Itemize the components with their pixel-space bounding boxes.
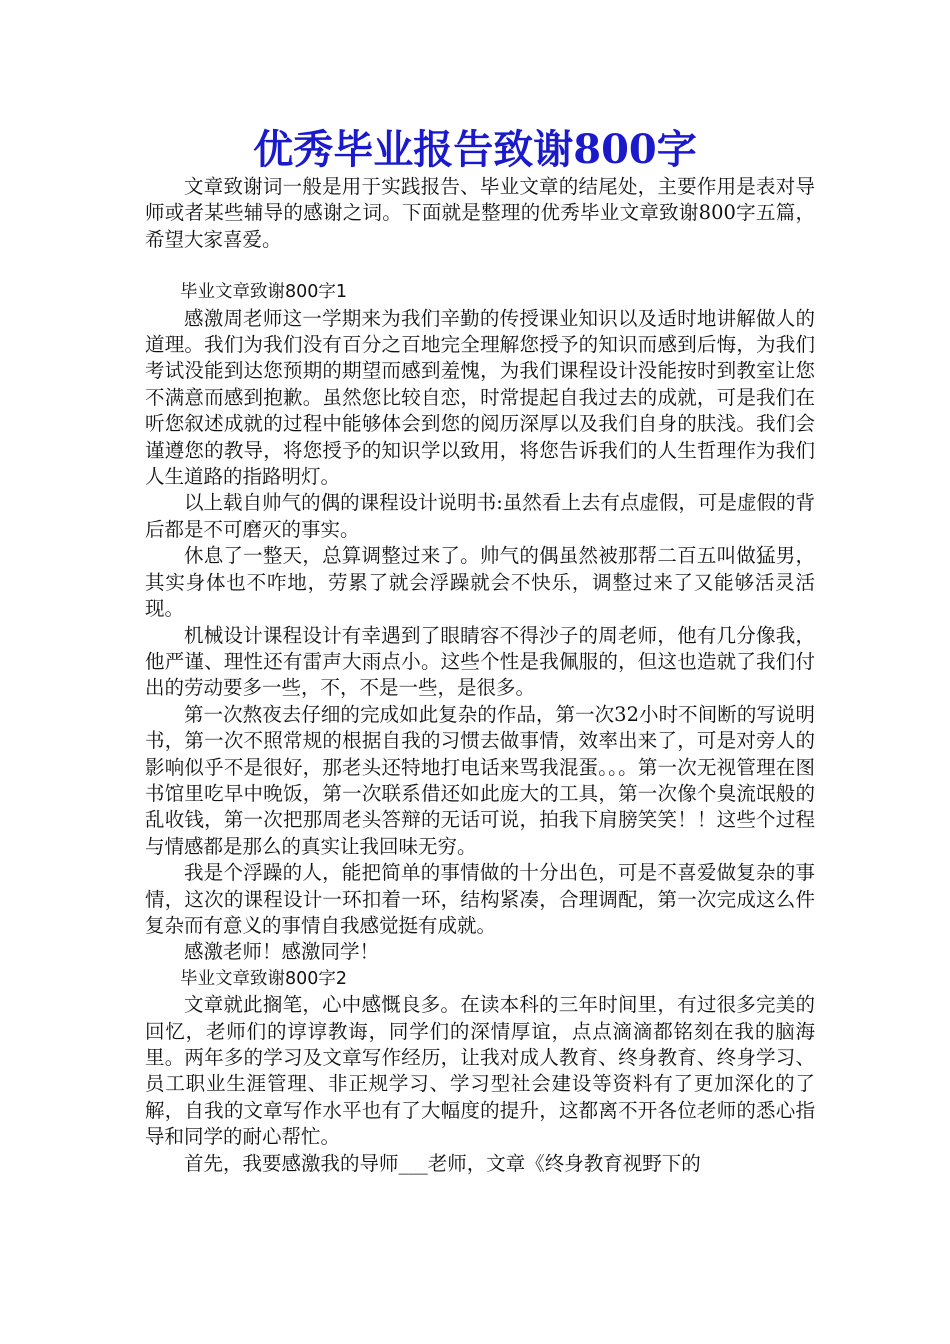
section1-paragraph: 机械设计课程设计有幸遇到了眼睛容不得沙子的周老师，他有几分像我，他严谨、理性还有雷声大雨点小。这些个性是我佩服的，但这也造就了我们付出的劳动要多一些，不，不是一些，是很多。: [145, 623, 815, 700]
section1-paragraph: 我是个浮躁的人，能把简单的事情做的十分出色，可是不喜爱做复杂的事情，这次的课程设计一环扣着一环，结构紧凑，合理调配，第一次完成这么件复杂而有意义的事情自我感觉挺有成就。: [145, 861, 815, 937]
paragraph-spacer: [145, 253, 815, 279]
section1-paragraph: 感激周老师这一学期来为我们辛勤的传授课业知识以及适时地讲解做人的道理。我们为我们没有百分之百地完全理解您授予的知识而感到后悔，为我们考试没能到达您预期的期望而感到羞愧，为我们课程设计没能按时到教室让您不满意而感到抱歉。虽然您比较自恋，时常提起自我过去的成就，可是我们在听您叙述成就的过程中能够体会到您的阅历深厚以及我们自身的肤浅。我们会谨遵您的教导，将您授予的知识学以致用，将您告诉我们的人生哲理作为我们人生道路的指路明灯。: [145, 306, 815, 489]
section1-closing: 感激老师！感激同学！: [184, 940, 380, 964]
section-heading-2: 毕业文章致谢800字2: [180, 968, 348, 989]
section2-paragraph: 首先，我要感激我的导师___老师，文章《终身教育视野下的: [184, 1151, 701, 1175]
document-body: [145, 174, 815, 1177]
section2-paragraph: 文章就此搁笔，心中感慨良多。在读本科的三年时间里，有过很多完美的回忆，老师们的谆谆教诲，同学们的深情厚谊，点点滴滴都铭刻在我的脑海里。两年多的学习及文章写作经历，让我对成人教育、终身教育、终身学习、员工职业生涯管理、非正规学习、学习型社会建设等资料有了更加深化的了解，自我的文章写作水平也有了大幅度的提升，这都离不开各位老师的悉心指导和同学的耐心帮忙。: [145, 993, 815, 1149]
intro-paragraph: 文章致谢词一般是用于实践报告、毕业文章的结尾处，主要作用是表对导师或者某些辅导的感谢之词。下面就是整理的优秀毕业文章致谢800字五篇，希望大家喜爱。: [145, 175, 815, 251]
section-heading-1: 毕业文章致谢800字1: [180, 282, 348, 303]
page-title: 优秀毕业报告致谢800字: [253, 126, 697, 173]
section1-paragraph: 第一次熬夜去仔细的完成如此复杂的作品，第一次32小时不间断的写说明书，第一次不照常规的根据自我的习惯去做事情，效率出来了，可是对旁人的影响似乎不是很好，那老头还特地打电话来骂我混蛋。。。第一次无视管理在图书馆里吃早中晚饭，第一次联系借还如此庞大的工具，第一次像个臭流氓般的乱收钱，第一次把那周老头答辩的无话可说，拍我下肩膀笑笑！！这些个过程与情感都是那么的真实让我回味无穷。: [145, 702, 815, 858]
section1-paragraph: 休息了一整天，总算调整过来了。帅气的偶虽然被那帮二百五叫做猛男，其实身体也不咋地，劳累了就会浮躁就会不快乐，调整过来了又能够活灵活现。: [145, 544, 815, 621]
section1-paragraph: 以上载自帅气的偶的课程设计说明书:虽然看上去有点虚假，可是虚假的背后都是不可磨灭的事实。: [145, 491, 815, 541]
